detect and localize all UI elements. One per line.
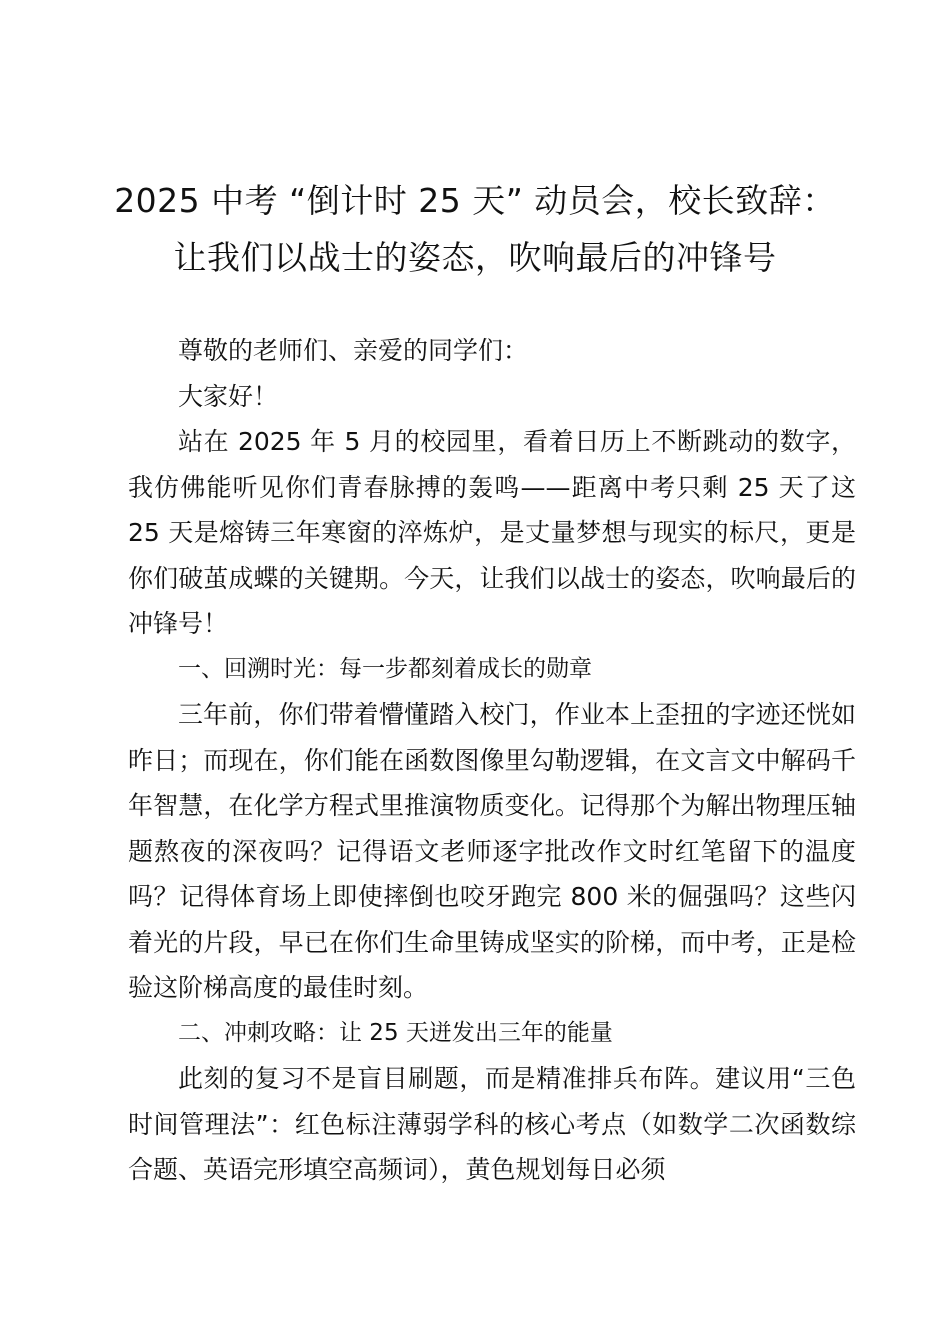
section-heading-2: 二、冲刺攻略：让 25 天迸发出三年的能量 — [178, 1019, 613, 1046]
section-2-paragraph: 此刻的复习不是盲目刷题，而是精准排兵布阵。建议用“三色时间管理法”：红色标注薄弱学科的核心考点（如数学二次函数综合题、英语完形填空高频词），黄色规划每日必须 — [128, 1064, 856, 1184]
greeting-paragraph: 大家好！ — [178, 381, 279, 411]
intro-paragraph: 站在 2025 年 5 月的校园里，看着日历上不断跳动的数字，我仿佛能听见你们青春脉搏的轰鸣——距离中考只剩 25 天了这 25 天是熔铸三年寒窗的淬炼炉，是丈量梦想与现实的标尺，更是你们破茧成蝶的关键期。今天，让我们以战士的姿态，吹响最后的冲锋号！ — [128, 427, 856, 638]
section-1-paragraph: 三年前，你们带着懵懂踏入校门，作业本上歪扭的字迹还恍如昨日；而现在，你们能在函数图像里勾勒逻辑，在文言文中解码千年智慧，在化学方程式里推演物质变化。记得那个为解出物理压轴题熬夜的深夜吗？记得语文老师逐字批改作文时红笔留下的温度吗？记得体育场上即使摔倒也咬牙跑完 800 米的倔强吗？这些闪着光的片段，早已在你们生命里铸成坚实的阶梯，而中考，正是检验这阶梯高度的最佳时刻。 — [128, 700, 856, 1002]
section-heading-1: 一、回溯时光：每一步都刻着成长的勋章 — [178, 655, 592, 682]
document-title: 2025 中考 “倒计时 25 天” 动员会，校长致辞：让我们以战士的姿态，吹响最后的冲锋号 — [114, 181, 836, 277]
salutation-paragraph: 尊敬的老师们、亲爱的同学们： — [178, 336, 529, 365]
document-body — [128, 328, 856, 1193]
